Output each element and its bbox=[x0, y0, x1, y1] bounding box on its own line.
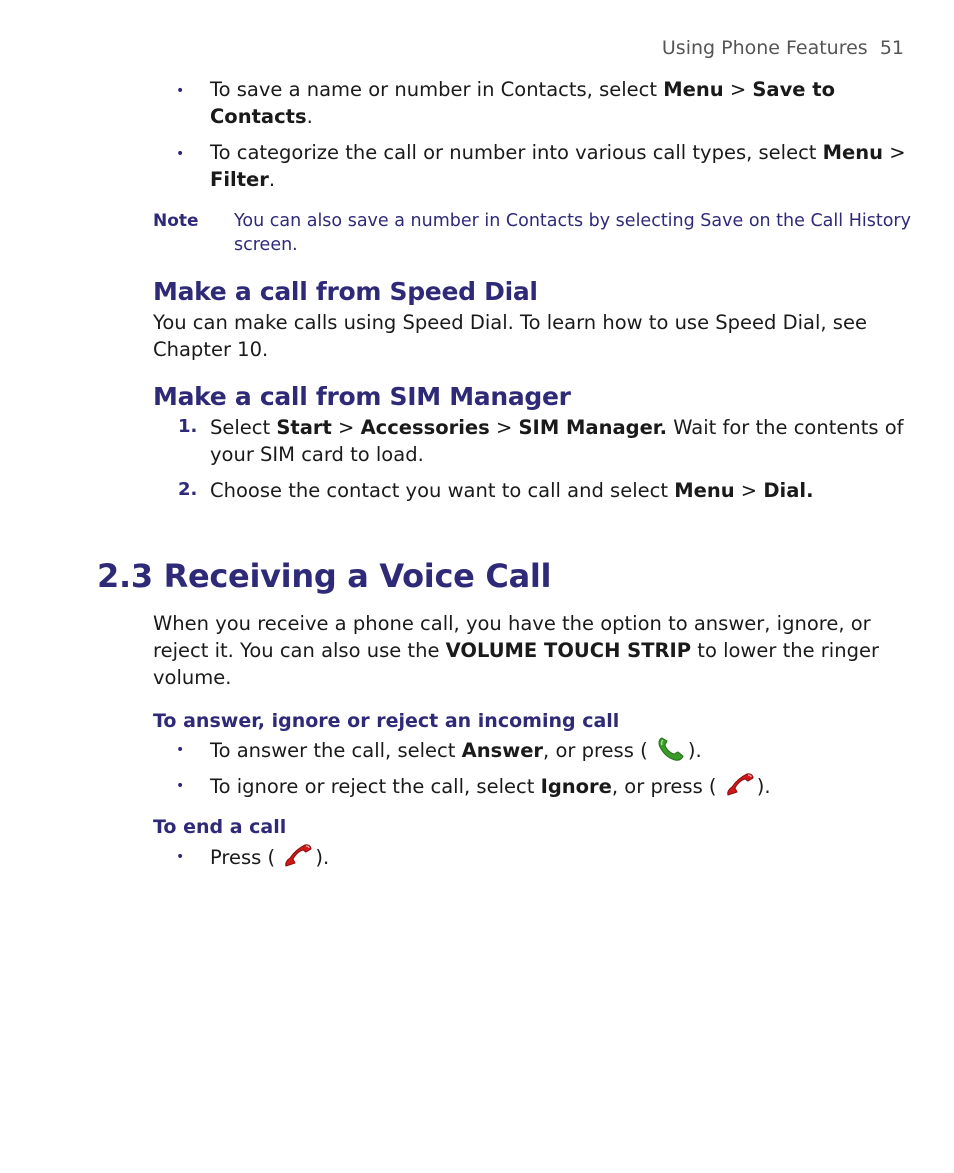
running-header bbox=[662, 37, 904, 59]
step-number: 2. bbox=[178, 479, 198, 500]
bullet-dot: • bbox=[176, 778, 185, 794]
green-phone-icon bbox=[656, 735, 686, 763]
bullet-dot: • bbox=[176, 83, 185, 99]
section-intro: When you receive a phone call, you have the option to answer, ignore, or reject it. You can also use the VOLUME TOUCH STRIP to lower the ringer volume. bbox=[153, 612, 879, 689]
bullet-dot: • bbox=[176, 849, 185, 865]
section-title: 2.3 Receiving a Voice Call bbox=[97, 557, 552, 595]
bullet-ignore: To ignore or reject the call, select Ignore, or press ( ). bbox=[210, 771, 771, 800]
note-label: Note bbox=[153, 211, 199, 231]
page-number: 51 bbox=[879, 37, 904, 59]
red-phone-icon bbox=[725, 771, 755, 799]
bullet-filter: To categorize the call or number into various call types, select Menu > Filter. bbox=[210, 141, 906, 191]
note-text: You can also save a number in Contacts by selecting Save on the Call History screen. bbox=[234, 211, 911, 255]
header-section: Using Phone Features bbox=[661, 37, 868, 59]
sim-manager-heading: Make a call from SIM Manager bbox=[153, 382, 571, 411]
step-2: Choose the contact you want to call and select Menu > Dial. bbox=[210, 479, 814, 502]
answer-heading: To answer, ignore or reject an incoming call bbox=[153, 710, 620, 732]
bullet-end-call: Press ( ). bbox=[210, 842, 329, 871]
step-number: 1. bbox=[178, 416, 198, 437]
bullet-save-contacts: To save a name or number in Contacts, select Menu > Save to Contacts. bbox=[210, 78, 836, 128]
bullet-dot: • bbox=[176, 146, 185, 162]
bullet-dot: • bbox=[176, 742, 185, 758]
step-1: Select Start > Accessories > SIM Manager. Wait for the contents of your SIM card to load. bbox=[210, 416, 904, 466]
bullet-answer: To answer the call, select Answer, or press ( ). bbox=[210, 735, 702, 764]
red-phone-icon bbox=[283, 842, 313, 870]
speed-dial-heading: Make a call from Speed Dial bbox=[153, 277, 538, 306]
speed-dial-text: You can make calls using Speed Dial. To learn how to use Speed Dial, see Chapter 10. bbox=[153, 311, 867, 361]
end-call-heading: To end a call bbox=[153, 816, 287, 838]
